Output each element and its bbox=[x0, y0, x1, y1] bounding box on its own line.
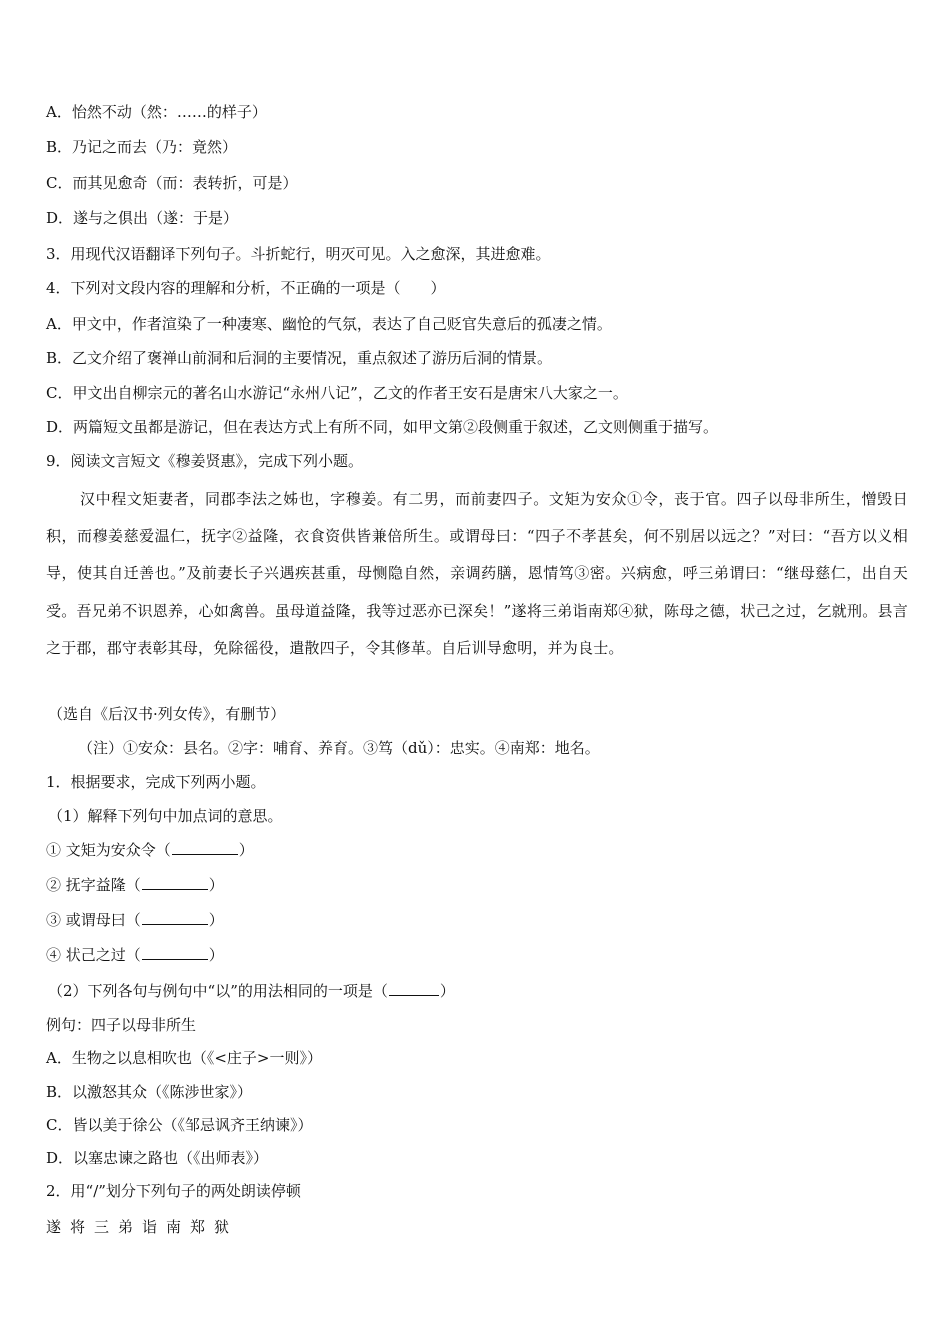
option-a-q4: A．甲文中，作者渲染了一种凄寒、幽怆的气氛，表达了自己贬官失意后的孤凄之情。 bbox=[46, 315, 612, 333]
question-3: 3．用现代汉语翻译下列句子。斗折蛇行，明灭可见。入之愈深，其进愈难。 bbox=[46, 245, 551, 263]
sub-question-1-stem: 1．根据要求，完成下列两小题。 bbox=[46, 773, 266, 791]
word-item-1: ① 文矩为安众令（ ） bbox=[46, 841, 254, 859]
option-c-sub1: C．皆以美于徐公（《邹忌讽齐王纳谏》） bbox=[46, 1116, 313, 1134]
option-b-q4: B．乙文介绍了褒禅山前洞和后洞的主要情况，重点叙述了游历后洞的情景。 bbox=[46, 349, 553, 367]
answer-blank[interactable] bbox=[142, 944, 208, 960]
option-b-q2: B．乃记之而去（乃：竟然） bbox=[46, 138, 238, 156]
answer-blank[interactable] bbox=[389, 980, 439, 996]
answer-blank[interactable] bbox=[172, 839, 238, 855]
example-sentence: 例句：四子以母非所生 bbox=[46, 1016, 197, 1034]
option-c-q2: C．而其见愈奇（而：表转折，可是） bbox=[46, 174, 298, 192]
option-a-q2: A．怡然不动（然：……的样子） bbox=[46, 103, 267, 121]
option-d-q4: D．两篇短文虽都是游记，但在表达方式上有所不同，如甲文第②段侧重于叙述，乙文则侧重于描写。 bbox=[46, 418, 719, 436]
sub-question-2-stem: 2．用“/”划分下列句子的两处朗读停顿 bbox=[46, 1182, 301, 1200]
classical-passage: 汉中程文矩妻者，同郡李法之姊也，字穆姜。有二男，而前妻四子。文矩为安众①令，丧于官。四子以母非所生，憎毁日积，而穆姜慈爱温仁，抚字②益隆，衣食资供皆兼倍所生。或谓母曰：“四子不孝甚矣，何不别居以远之？”对曰：“吾方以义相导，使其自迁善也。”及前妻长子兴遇疾甚重，母恻隐自然，亲调药膳，恩情笃③密。兴病愈，呼三弟谓曰：“继母慈仁，出自天受。吾兄弟不识恩养，心如禽兽。虽母道益隆，我等过恶亦已深矣！”遂将三弟诣南郑④狱，陈母之德，状己之过，乞就刑。县言之于郡，郡守表彰其母，免除徭役，遣散四子，令其修革。自后训导愈明，并为良士。 bbox=[46, 490, 908, 657]
option-d-sub1: D．以塞忠谏之路也（《出师表》） bbox=[46, 1149, 269, 1167]
option-a-sub1: A．生物之以息相吹也（《<庄子>一则》） bbox=[46, 1049, 322, 1067]
pause-sentence: 遂将三弟诣南郑狱 bbox=[46, 1218, 239, 1236]
option-b-sub1: B．以激怒其众（《陈涉世家》） bbox=[46, 1083, 253, 1101]
sub-question-1-part-2: （2）下列各句与例句中“以”的用法相同的一项是（ ） bbox=[48, 982, 455, 1000]
passage-source: （选自《后汉书·列女传》，有删节） bbox=[48, 705, 286, 723]
passage-notes: （注）①安众：县名。②字：哺育、养育。③笃（dǔ）：忠实。④南郑：地名。 bbox=[78, 739, 600, 757]
word-item-4: ④ 状己之过（ ） bbox=[46, 946, 224, 964]
word-item-2: ② 抚字益隆（ ） bbox=[46, 876, 224, 894]
question-4-stem: 4．下列对文段内容的理解和分析，不正确的一项是（ ） bbox=[46, 279, 446, 297]
option-c-q4: C．甲文出自柳宗元的著名山水游记“永州八记”，乙文的作者王安石是唐宋八大家之一。 bbox=[46, 384, 628, 402]
word-item-3: ③ 或谓母曰（ ） bbox=[46, 911, 224, 929]
option-d-q2: D．遂与之俱出（遂：于是） bbox=[46, 209, 239, 227]
answer-blank[interactable] bbox=[142, 874, 208, 890]
question-9-stem: 9．阅读文言短文《穆姜贤惠》，完成下列小题。 bbox=[46, 452, 364, 470]
answer-blank[interactable] bbox=[142, 909, 208, 925]
sub-question-1-part-1: （1）解释下列句中加点词的意思。 bbox=[48, 807, 283, 825]
